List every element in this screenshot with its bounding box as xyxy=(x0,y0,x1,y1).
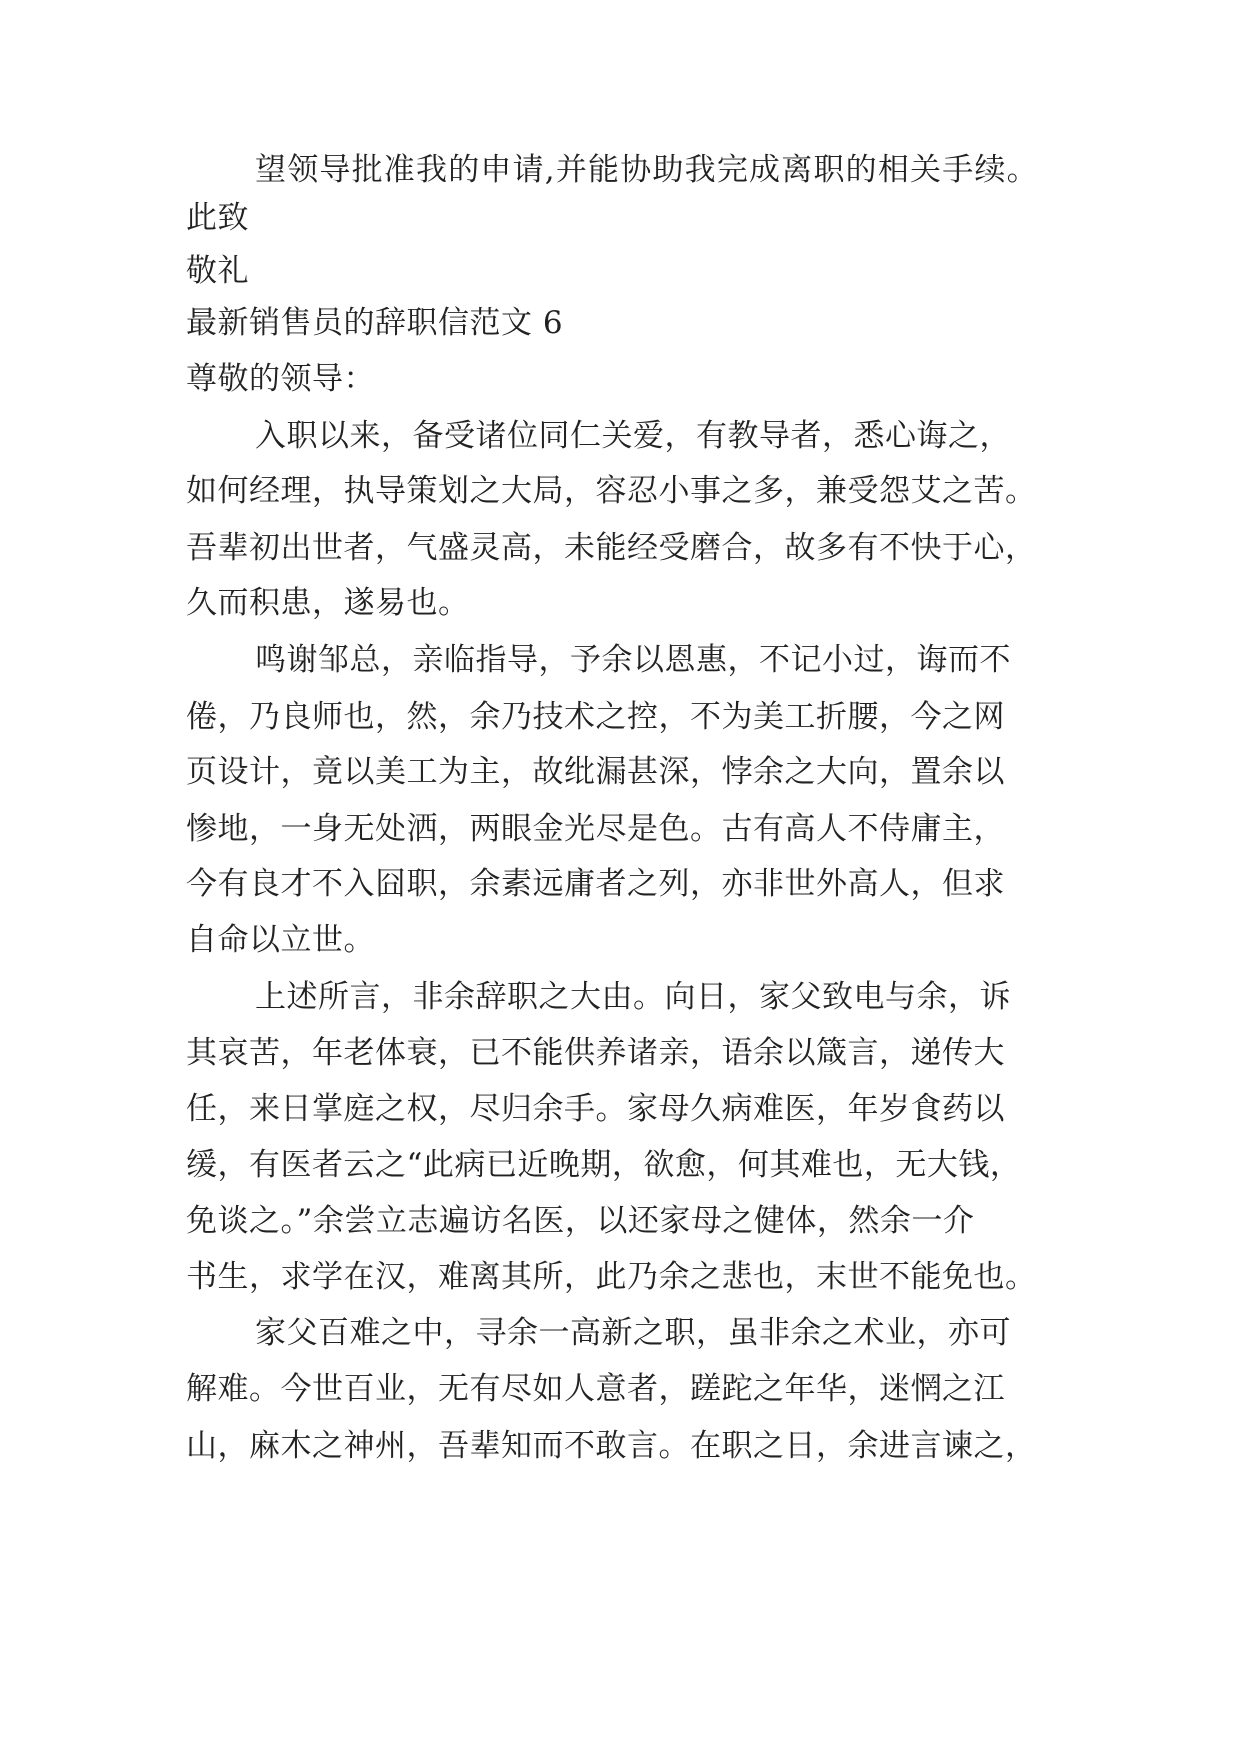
paragraph-line: 解难。今世百业，无有尽如人意者，蹉跎之年华，迷惘之江 xyxy=(186,1371,1005,1407)
paragraph-line: 家父百难之中，寻余一高新之职，虽非余之术业，亦可 xyxy=(255,1315,1011,1351)
paragraph-line: 山，麻木之神州，吾辈知而不敢言。在职之日，余进言谏之， xyxy=(186,1428,1037,1464)
paragraph-line: 望领导批准我的申请,并能协助我完成离职的相关手续。 xyxy=(255,152,1039,188)
paragraph-line: 上述所言，非余辞职之大由。向日，家父致电与余，诉 xyxy=(255,979,1011,1015)
paragraph-line: 自命以立世。 xyxy=(186,922,375,958)
paragraph-line: 倦，乃良师也，然，余乃技术之控，不为美工折腰，今之网 xyxy=(186,699,1005,735)
paragraph-line: 今有良才不入囧职，余素远庸者之列，亦非世外高人，但求 xyxy=(186,866,1005,902)
closing-line: 此致 xyxy=(186,200,249,236)
paragraph-line: 入职以来，备受诸位同仁关爱，有教导者，悉心诲之， xyxy=(255,418,1011,454)
closing-line: 敬礼 xyxy=(186,253,249,289)
section-title: 最新销售员的辞职信范文 6 xyxy=(186,305,564,341)
paragraph-line: 缓，有医者云之“此病已近晚期，欲愈，何其难也，无大钱， xyxy=(186,1147,1022,1183)
paragraph-line: 任，来日掌庭之权，尽归余手。家母久病难医，年岁食药以 xyxy=(186,1091,1005,1127)
paragraph-line: 久而积患，遂易也。 xyxy=(186,585,470,621)
paragraph-line: 惨地，一身无处洒，两眼金光尽是色。古有高人不侍庸主， xyxy=(186,811,1005,847)
paragraph-line: 吾辈初出世者，气盛灵高，未能经受磨合，故多有不快于心， xyxy=(186,530,1037,566)
paragraph-line: 如何经理，执导策划之大局，容忍小事之多，兼受怨艾之苦。 xyxy=(186,473,1037,509)
paragraph-line: 免谈之。”余尝立志遍访名医，以还家母之健体，然余一介 xyxy=(186,1203,975,1239)
paragraph-line: 页设计，竟以美工为主，故纰漏甚深，悖余之大向，置余以 xyxy=(186,754,1005,790)
paragraph-line: 其哀苦，年老体衰，已不能供养诸亲，语余以箴言，递传大 xyxy=(186,1035,1005,1071)
paragraph-line: 鸣谢邹总，亲临指导，予余以恩惠，不记小过，诲而不 xyxy=(255,642,1011,678)
paragraph-line: 书生，求学在汉，难离其所，此乃余之悲也，末世不能免也。 xyxy=(186,1259,1037,1295)
salutation: 尊敬的领导： xyxy=(186,361,375,397)
